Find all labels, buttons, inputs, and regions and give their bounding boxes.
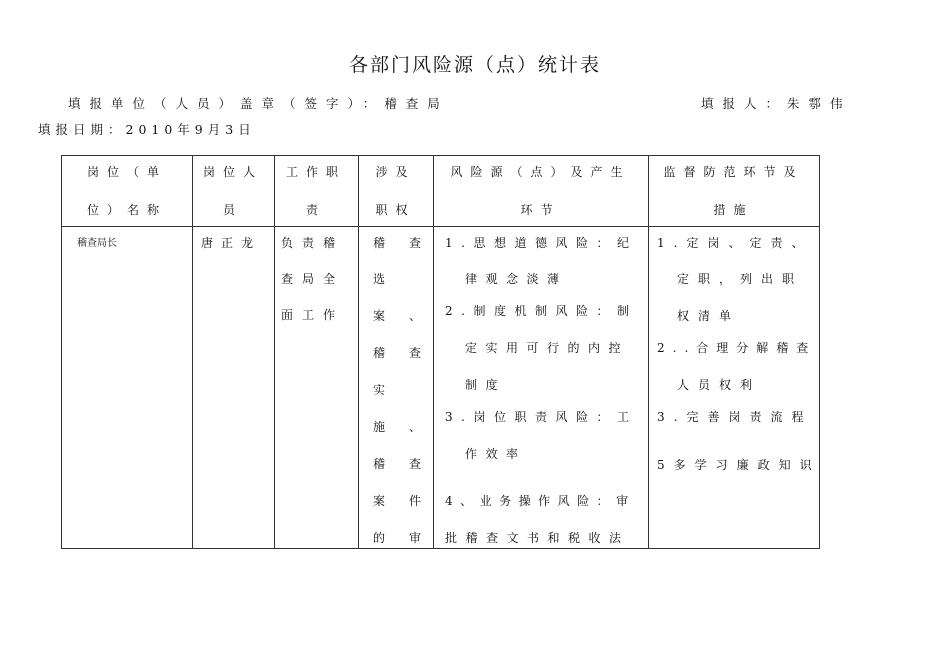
measure-line: 定职，列出职 (677, 272, 804, 286)
header-position-name (62, 156, 192, 226)
header-risk-source (433, 156, 648, 226)
risk-line: 4、业务操作风险：审 (445, 494, 636, 508)
header-line: 职权 (375, 203, 416, 217)
header-line: 风险源（点）及产生 (450, 165, 631, 179)
page-title: 各部门风险源（点）统计表 (348, 54, 601, 76)
authority-line: 的 审 (373, 531, 422, 545)
risk-line: 律观念淡薄 (465, 272, 568, 286)
unit-line: 填报单位（人员）盖章（签字）：稽查局 (68, 96, 449, 111)
authority-line: 案 、 (373, 309, 422, 323)
duty-line: 负责稽 (281, 236, 345, 250)
header-person (192, 156, 274, 226)
position-cell: 稽查局长 (77, 238, 117, 249)
risk-line: 定实用可行的内控 (465, 341, 630, 355)
authority-line: 施 、 (373, 420, 422, 434)
risk-table (61, 155, 820, 549)
measure-line: 1.定岗、定责、 (657, 236, 813, 250)
duty-line: 查局全 (281, 272, 345, 286)
risk-line: 制度 (465, 378, 507, 392)
measure-line: 3.完善岗责流程 (657, 410, 813, 424)
header-line: 岗位（单 (86, 165, 167, 179)
header-line: 监督防范环节及 (663, 165, 804, 179)
header-line: 工作职 (285, 165, 346, 179)
header-duty (274, 156, 358, 226)
header-line: 措施 (713, 203, 754, 217)
header-measures (648, 156, 819, 226)
duty-line: 面工作 (281, 308, 345, 322)
header-line: 责 (305, 203, 326, 217)
authority-line: 选 (373, 272, 386, 286)
header-line: 环节 (520, 203, 561, 217)
reporter-line: 填报人：朱鄠伟 (701, 96, 852, 111)
measure-line: 2..合理分解稽查 (657, 341, 817, 355)
measure-line: 人员权利 (677, 378, 762, 392)
date-line: 填报日期：2010年9月3日 (38, 122, 256, 137)
person-cell: 唐正龙 (201, 236, 262, 250)
header-authority (358, 156, 433, 226)
authority-line: 稽 查 (373, 457, 422, 471)
measure-line: 权清单 (677, 309, 741, 323)
authority-line: 稽 查 (373, 346, 422, 360)
risk-line: 批稽查文书和税收法 (445, 531, 630, 545)
risk-line: 2.制度机制风险：制 (445, 304, 638, 318)
header-line: 涉及 (375, 165, 416, 179)
risk-line: 作效率 (465, 447, 527, 461)
risk-line: 1.思想道德风险：纪 (445, 236, 638, 250)
authority-line: 稽 查 (373, 236, 422, 250)
header-line: 岗位人 (202, 165, 263, 179)
authority-line: 案 件 (373, 494, 422, 508)
header-line: 员 (222, 203, 243, 217)
measure-line: 5多学习廉政知识 (657, 458, 821, 472)
header-divider (62, 226, 819, 227)
header-line: 位）名称 (86, 203, 167, 217)
risk-line: 3.岗位职责风险：工 (445, 410, 638, 424)
authority-line: 实 (373, 383, 386, 397)
